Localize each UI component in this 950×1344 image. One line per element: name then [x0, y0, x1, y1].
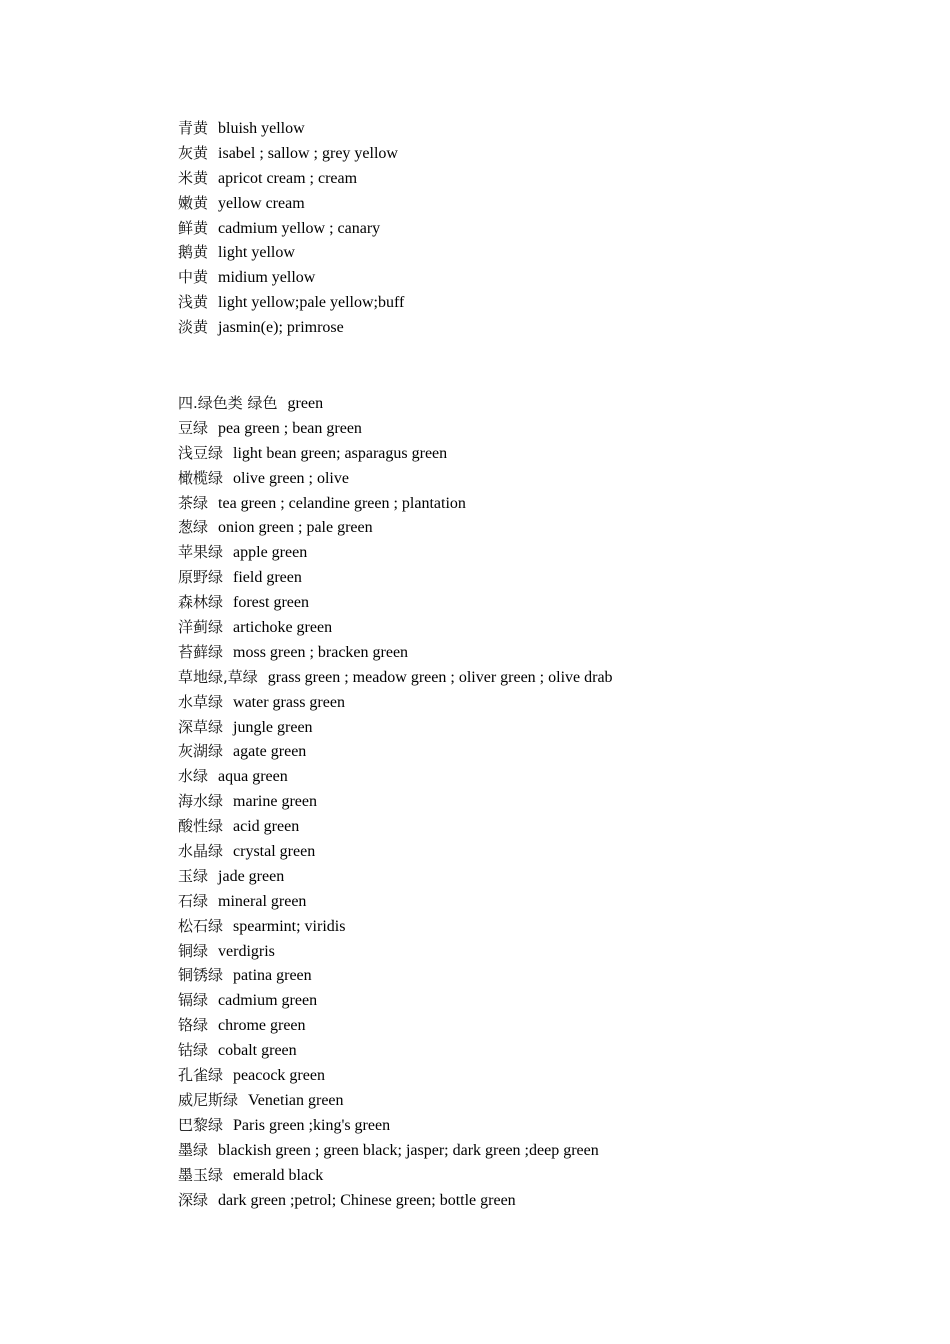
english-term: marine green [233, 793, 317, 811]
list-item [178, 764, 613, 789]
list-item [178, 141, 404, 166]
english-term: midium yellow [218, 269, 316, 287]
chinese-term: 浅黄 [178, 293, 209, 312]
list-item [178, 789, 613, 814]
list-item [178, 466, 613, 491]
list-item [178, 939, 613, 964]
chinese-term: 酸性绿 [178, 817, 224, 836]
english-term: cobalt green [218, 1042, 297, 1060]
list-item [178, 690, 613, 715]
chinese-term: 灰黄 [178, 143, 209, 162]
chinese-term: 嫩黄 [178, 193, 209, 212]
chinese-term: 镉绿 [178, 991, 209, 1010]
chinese-term: 水晶绿 [178, 842, 224, 861]
chinese-term: 苔藓绿 [178, 642, 224, 661]
english-term: dark green ;petrol; Chinese green; bottle green [218, 1191, 516, 1209]
english-term: olive green ; olive [233, 469, 349, 487]
list-item [178, 615, 613, 640]
chinese-term: 橄榄绿 [178, 468, 224, 487]
chinese-term: 钴绿 [178, 1041, 209, 1060]
list-item [178, 1138, 613, 1163]
chinese-term: 原野绿 [178, 568, 224, 587]
chinese-term: 葱绿 [178, 518, 209, 537]
chinese-term: 石绿 [178, 891, 209, 910]
english-term: apricot cream ; cream [218, 169, 358, 187]
english-term: mineral green [218, 892, 307, 910]
english-term: acid green [233, 818, 300, 836]
chinese-term: 孔雀绿 [178, 1066, 224, 1085]
chinese-term: 深绿 [178, 1190, 209, 1209]
english-term: light yellow [218, 244, 295, 262]
chinese-term: 水绿 [178, 767, 209, 786]
chinese-term: 洋蓟绿 [178, 618, 224, 637]
english-term: tea green ; celandine green ; plantation [218, 494, 466, 512]
list-item [178, 540, 613, 565]
english-term: spearmint; viridis [233, 917, 346, 935]
chinese-term: 鲜黄 [178, 218, 209, 237]
chinese-term: 松石绿 [178, 916, 224, 935]
list-item [178, 665, 613, 690]
english-term: light bean green; asparagus green [233, 444, 448, 462]
chinese-term: 苹果绿 [178, 543, 224, 562]
list-item [178, 240, 404, 265]
chinese-term: 水草绿 [178, 692, 224, 711]
list-item [178, 1088, 613, 1113]
english-term: jasmin(e); primrose [218, 319, 344, 337]
list-item [178, 1113, 613, 1138]
chinese-term: 铬绿 [178, 1016, 209, 1035]
list-item [178, 889, 613, 914]
list-item [178, 166, 404, 191]
list-item [178, 315, 404, 340]
chinese-term: 淡黄 [178, 318, 209, 337]
list-item [178, 191, 404, 216]
chinese-term: 豆绿 [178, 418, 209, 437]
chinese-term: 米黄 [178, 168, 209, 187]
list-item [178, 864, 613, 889]
chinese-term: 茶绿 [178, 493, 209, 512]
english-term: forest green [233, 594, 309, 612]
english-term: emerald black [233, 1166, 324, 1184]
chinese-term: 青黄 [178, 119, 209, 137]
english-term: Venetian green [248, 1091, 344, 1109]
green-color-list [178, 391, 613, 1212]
yellow-color-list [178, 116, 404, 340]
list-item [178, 739, 613, 764]
list-item [178, 491, 613, 516]
english-term: yellow cream [218, 194, 305, 212]
english-term: isabel ; sallow ; grey yellow [218, 144, 398, 162]
section-heading-english: green [287, 395, 324, 412]
chinese-term: 铜绿 [178, 941, 209, 960]
english-term: jade green [218, 867, 285, 885]
list-item [178, 715, 613, 740]
chinese-term: 鹅黄 [178, 243, 209, 262]
chinese-term: 中黄 [178, 268, 209, 287]
list-item [178, 1188, 613, 1213]
english-term: field green [233, 569, 302, 587]
list-item [178, 116, 404, 141]
chinese-term: 巴黎绿 [178, 1115, 224, 1134]
english-term: light yellow;pale yellow;buff [218, 294, 405, 312]
list-item [178, 565, 613, 590]
list-item [178, 914, 613, 939]
section-heading [178, 391, 613, 416]
english-term: onion green ; pale green [218, 519, 373, 537]
list-item [178, 416, 613, 441]
section-heading-chinese: 四.绿色类 绿色 [178, 394, 278, 412]
chinese-term: 威尼斯绿 [178, 1090, 239, 1109]
english-term: grass green ; meadow green ; oliver green ; olive drab [267, 668, 613, 686]
list-item [178, 1163, 613, 1188]
chinese-term: 玉绿 [178, 866, 209, 885]
list-item [178, 1063, 613, 1088]
english-term: agate green [233, 743, 307, 761]
chinese-term: 森林绿 [178, 593, 224, 612]
english-term: moss green ; bracken green [233, 643, 409, 661]
english-term: peacock green [233, 1067, 325, 1085]
english-term: artichoke green [233, 619, 333, 637]
english-term: pea green ; bean green [218, 419, 362, 437]
chinese-term: 墨绿 [178, 1140, 209, 1159]
list-item [178, 216, 404, 241]
chinese-term: 草地绿,草绿 [178, 667, 258, 686]
english-term: patina green [233, 967, 312, 985]
list-item [178, 1013, 613, 1038]
list-item [178, 963, 613, 988]
english-term: cadmium yellow ; canary [218, 219, 381, 237]
list-item [178, 988, 613, 1013]
list-item [178, 640, 613, 665]
english-term: chrome green [218, 1017, 306, 1035]
list-item [178, 265, 404, 290]
list-item [178, 1038, 613, 1063]
list-item [178, 839, 613, 864]
english-term: Paris green ;king's green [233, 1116, 391, 1134]
english-term: apple green [233, 544, 308, 562]
english-term: jungle green [233, 718, 313, 736]
chinese-term: 海水绿 [178, 792, 224, 811]
chinese-term: 深草绿 [178, 717, 224, 736]
chinese-term: 铜锈绿 [178, 966, 224, 985]
english-term: bluish yellow [218, 120, 305, 137]
english-term: aqua green [218, 768, 288, 786]
list-item [178, 441, 613, 466]
list-item [178, 814, 613, 839]
english-term: crystal green [233, 843, 316, 861]
list-item [178, 515, 613, 540]
chinese-term: 灰湖绿 [178, 742, 224, 761]
english-term: blackish green ; green black; jasper; dark green ;deep green [218, 1141, 599, 1159]
list-item [178, 590, 613, 615]
english-term: water grass green [233, 693, 345, 711]
chinese-term: 墨玉绿 [178, 1165, 224, 1184]
list-item [178, 290, 404, 315]
english-term: cadmium green [218, 992, 318, 1010]
chinese-term: 浅豆绿 [178, 443, 224, 462]
english-term: verdigris [218, 942, 275, 960]
